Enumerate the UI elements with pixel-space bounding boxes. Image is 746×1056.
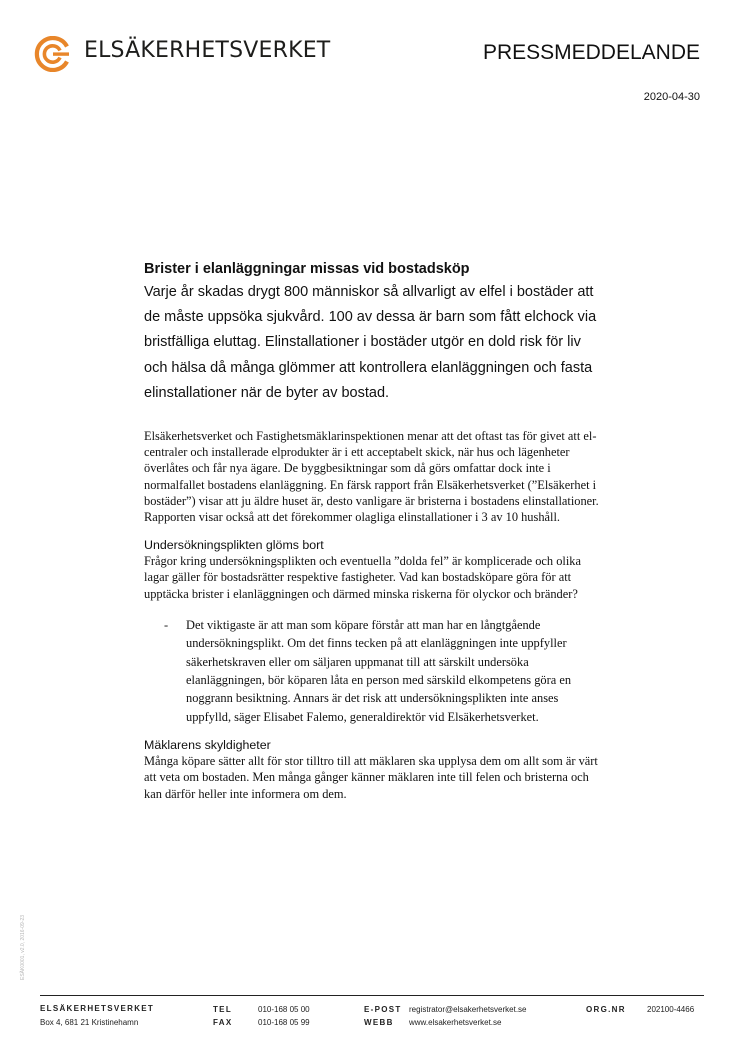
subheading-maklarens-skyldigheter: Mäklarens skyldigheter bbox=[144, 738, 271, 753]
article-paragraph-2: Frågor kring undersökningsplikten och eventuella ”dolda fel” är komplicerade och olika lagar gäller för bostadsrätter respektive fastigheter. Vad kan bostadsköpare göra för att upptäcka brister i elanläggningen och därmed minska riskerna för olyckor och bränder? bbox=[144, 554, 581, 601]
elsakerhetsverket-logo-icon bbox=[34, 36, 72, 72]
article-headline: Brister i elanläggningar missas vid bostadsköp bbox=[144, 261, 470, 277]
subheading-undersokningsplikt: Undersökningsplikten glöms bort bbox=[144, 538, 324, 553]
footer-email-label: E-POST bbox=[364, 1005, 402, 1014]
footer-email-link[interactable]: registrator@elsakerhetsverket.se bbox=[409, 1005, 527, 1014]
footer-org-name: ELSÄKERHETSVERKET bbox=[40, 1004, 155, 1013]
footer-web-label: WEBB bbox=[364, 1018, 394, 1027]
footer-tel-label: TEL bbox=[213, 1005, 233, 1014]
footer-fax-label: FAX bbox=[213, 1018, 233, 1027]
document-type: PRESSMEDDELANDE bbox=[482, 41, 700, 64]
footer-orgnr: 202100-4466 bbox=[647, 1005, 695, 1014]
footer-orgnr-label: ORG.NR bbox=[586, 1005, 626, 1014]
quote-bullet bbox=[144, 616, 604, 726]
article-lead: Varje år skadas drygt 800 människor så allvarligt av elfel i bostäder att de måste uppsöka sjukvård. 100 av dessa är barn som fått elchock via bristfälliga eluttag. Elinstallationer i bostäder utgör en dold risk för liv och hälsa då många glömmer att kontrollera elanläggningen och fasta elinstallationer när de byter av bostad. bbox=[144, 284, 597, 401]
footer-tel[interactable]: 010-168 05 00 bbox=[258, 1005, 310, 1014]
press-release-date: 2020-04-30 bbox=[643, 91, 700, 103]
article-body bbox=[144, 261, 604, 802]
quote-text: Det viktigaste är att man som köpare förstår att man har en långtgående undersökningsplikt. Om det finns tecken på att elanläggningen inte uppfyller säkerhetskraven eller om säljaren uppmanat till att särskilt undersöka elanläggningen, bör köparen låta en person med särskild elkompetens göra en noggrann besiktning. Annars är det risk att undersökningsplikten inte anses uppfylld, säger Elisabet Falemo, generaldirektör vid Elsäkerhetsverket. bbox=[186, 617, 572, 724]
document-version-code: ESÄK0001, v2.0, 2016-09-23 bbox=[20, 914, 26, 980]
footer-address: Box 4, 681 21 Kristinehamn bbox=[40, 1018, 139, 1027]
footer-web-link[interactable]: www.elsakerhetsverket.se bbox=[409, 1018, 502, 1027]
footer-divider bbox=[40, 995, 704, 996]
article-paragraph-1: Elsäkerhetsverket och Fastighetsmäklarinspektionen menar att det oftast tas för givet att el-centraler och installerade elprodukter är i ett acceptabelt skick, när hus och lägenheter överlåtes och får nya ägare. De byggbesiktningar som då görs omfattar dock inte i normalfallet bostadens elanläggning. En färsk rapport från Elsäkerhetsverket (”Elsäkerhet i bostäder”) visar att ju äldre huset är, desto vanligare är bristerna i bostadens elinstallationer. Rapporten visar också att det förekommer olagliga elinstallationer i 3 av 10 hushåll. bbox=[144, 429, 599, 525]
article-paragraph-3: Många köpare sätter allt för stor tilltro till att mäklaren ska upplysa dem om allt som är värt att veta om bostaden. Men många gånger känner mäklaren inte till felen och bristerna och kan därför heller inte informera om dem. bbox=[144, 754, 598, 801]
footer-fax: 010-168 05 99 bbox=[258, 1018, 310, 1027]
bullet-dash: - bbox=[164, 617, 169, 632]
brand-name: ELSÄKERHETSVERKET bbox=[84, 38, 331, 63]
